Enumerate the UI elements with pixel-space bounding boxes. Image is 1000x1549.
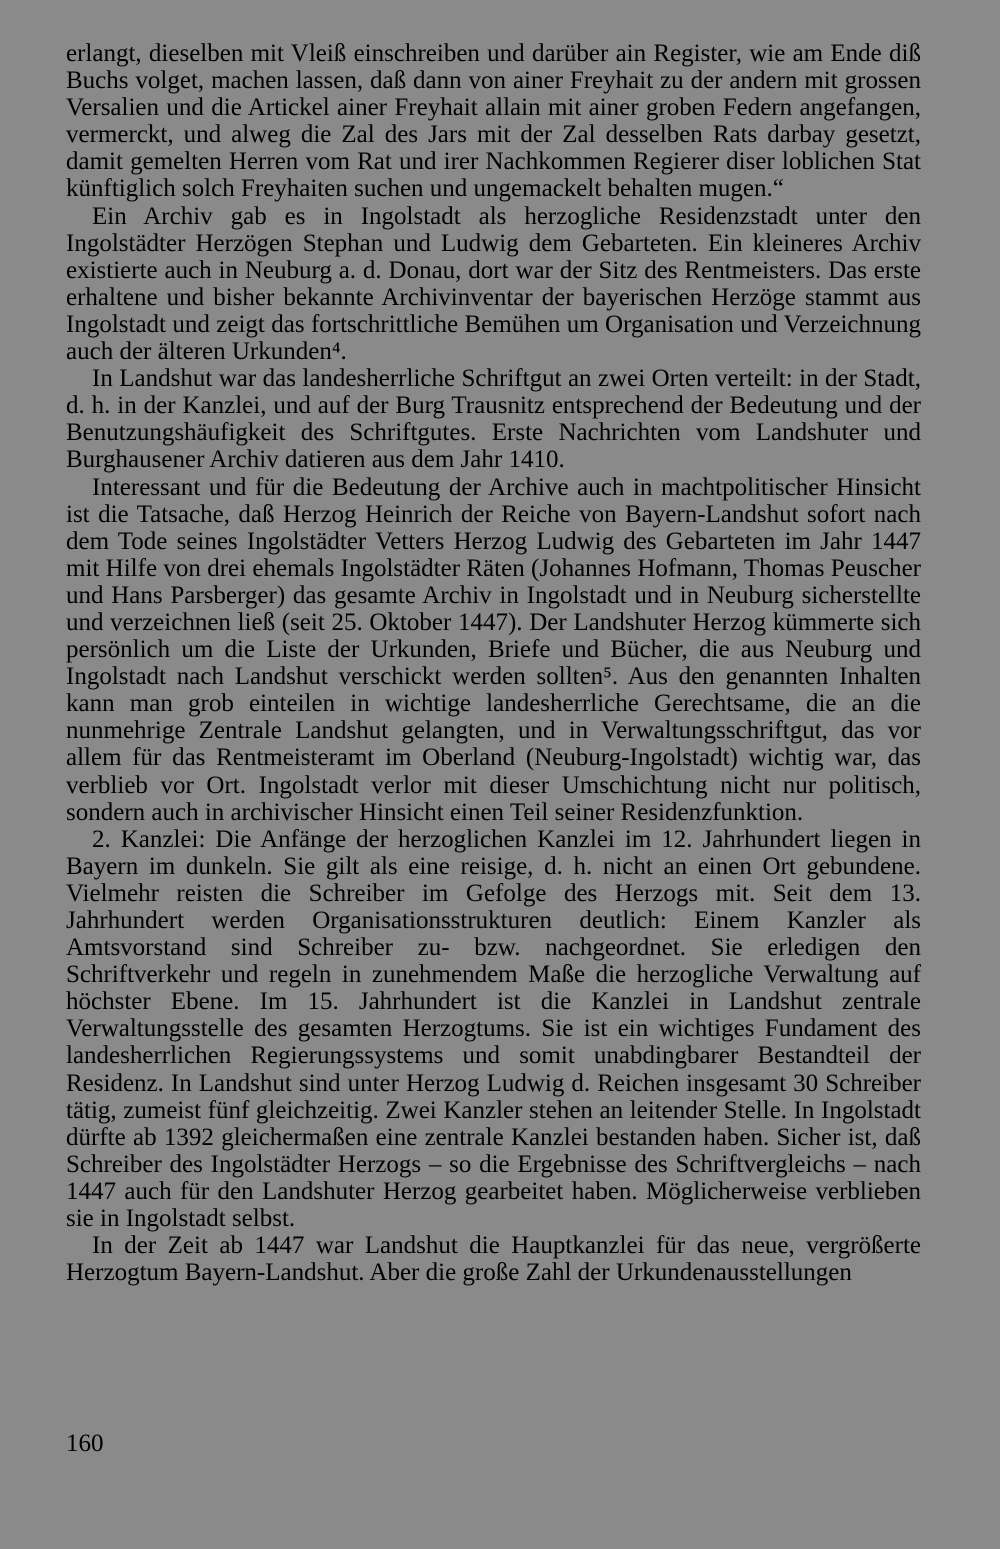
paragraph-kanzlei: 2. Kanzlei: Die Anfänge der herzoglichen Kanzlei im 12. Jahrhundert liegen in Bayern im dunkeln. Sie gilt als eine reisige, d. h. nicht an einen Ort gebundene. Vielmehr reisten die Schreiber im Gefolge des Herzogs mit. Seit dem 13. Jahrhundert werden Organisationsstrukturen deutlich: Einem Kanzler als Amtsvorstand sind Schreiber zu- bzw. nachgeordnet. Sie erledigen den Schriftverkehr und regeln in zunehmendem Maße die herzogliche Verwaltung auf höchster Ebene. Im 15. Jahrhundert ist die Kanzlei in Landshut zentrale Verwaltungsstelle des gesamten Herzogtums. Sie ist ein wichtiges Fundament des landesherrlichen Regierungssystems und somit unabdingbarer Bestandteil der Residenz. In Landshut sind unter Herzog Ludwig d. Reichen insgesamt 30 Schreiber tätig, zumeist fünf gleichzeitig. Zwei Kanzler stehen an leitender Stelle. In Ingolstadt dürfte ab 1392 gleichermaßen eine zentrale Kanzlei bestanden haben. Sicher ist, daß Schreiber des Ingolstädter Herzogs – so die Ergebnisse des Schriftvergleichs – nach 1447 auch für den Landshuter Herzog gearbeitet haben. Möglicherweise verblieben sie in Ingolstadt selbst. (66, 825, 921, 1233)
paragraph-quote-continuation: erlangt, dieselben mit Vleiß einschreiben und darüber ain Register, wie am Ende diß Buchs volget, machen lassen, daß dann von ainer Freyhait zu der andern mit grossen Versalien und die Artickel ainer Freyhait allain mit ainer groben Federn angefangen, vermerckt, und alweg die Zal des Jars mit der Zal desselben Rats darbay gesetzt, damit gemelten Herren vom Rat und irer Nachkommen Regierer diser loblichen Stat künftiglich solch Freyhaiten suchen und ungemackelt behalten mugen.“ (66, 40, 921, 203)
body-text (66, 40, 921, 1286)
paragraph-hauptkanzlei: In der Zeit ab 1447 war Landshut die Hauptkanzlei für das neue, vergrößerte Herzogtum Bayern-Landshut. Aber die große Zahl der Urkundenausstellungen (66, 1232, 921, 1287)
paragraph-landshut-archive: In Landshut war das landesherrliche Schriftgut an zwei Orten verteilt: in der Stadt, d. h. in der Kanzlei, und auf der Burg Trausnitz entsprechend der Bedeutung und der Benutzungshäufigkeit des Schriftgutes. Erste Nachrichten vom Landshuter und Burghausener Archiv datieren aus dem Jahr 1410. (66, 365, 921, 474)
page-number: 160 (66, 1430, 104, 1457)
paragraph-archive-politics: Interessant und für die Bedeutung der Archive auch in machtpolitischer Hinsicht ist die Tatsache, daß Herzog Heinrich der Reiche von Bayern-Landshut sofort nach dem Tode seines Ingolstädter Vetters Herzog Ludwig des Gebarteten im Jahr 1447 mit Hilfe von drei ehemals Ingolstädter Räten (Johannes Hofmann, Thomas Peuscher und Hans Parsberger) das gesamte Archiv in Ingolstadt und in Neuburg sicherstellte und verzeichnen ließ (seit 25. Oktober 1447). Der Landshuter Herzog kümmerte sich persönlich um die Liste der Urkunden, Briefe und Bücher, die aus Neuburg und Ingolstadt nach Landshut verschickt werden sollten⁵. Aus den genannten Inhalten kann man grob einteilen in wichtige landesherrliche Gerechtsame, die an die nunmehrige Zentrale Landshut gelangten, und in Verwaltungsschriftgut, das vor allem für das Rentmeisteramt im Oberland (Neuburg-Ingolstadt) wichtig war, das verblieb vor Ort. Ingolstadt verlor mit dieser Umschichtung nicht nur politisch, sondern auch in archivischer Hinsicht einen Teil seiner Residenzfunktion. (66, 473, 921, 826)
paragraph-ingolstadt-archive: Ein Archiv gab es in Ingolstadt als herzogliche Residenzstadt unter den Ingolstädter Herzögen Stephan und Ludwig dem Gebarteten. Ein kleineres Archiv existierte auch in Neuburg a. d. Donau, dort war der Sitz des Rentmeisters. Das erste erhaltene und bisher bekannte Archivinventar der bayerischen Herzöge stammt aus Ingolstadt und zeigt das fortschrittliche Bemühen um Organisation und Verzeichnung auch der älteren Urkunden⁴. (66, 202, 921, 366)
